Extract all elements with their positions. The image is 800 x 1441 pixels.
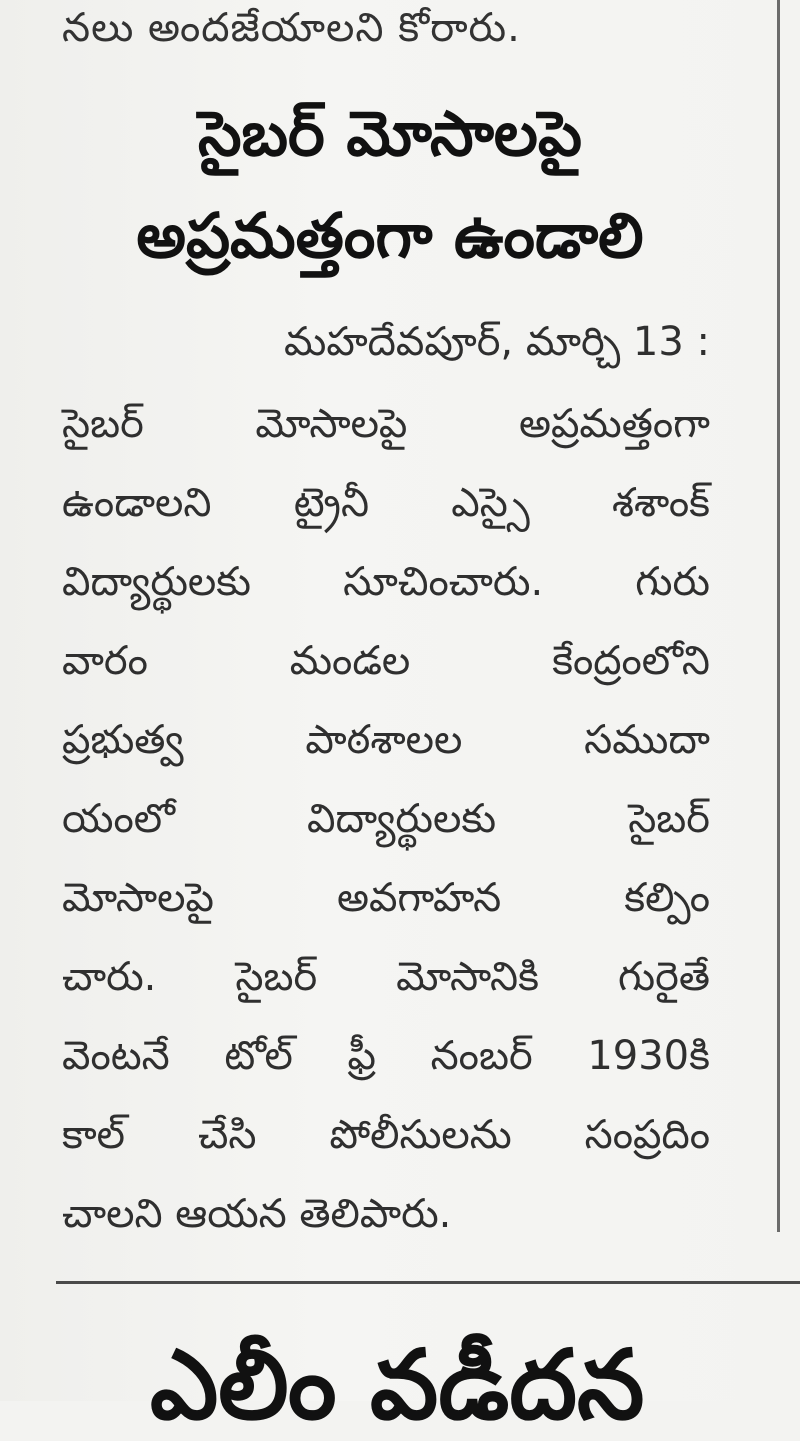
article-separator-rule xyxy=(56,1281,800,1284)
article-body-line: మోసాలపై అవగాహన కల్పిం xyxy=(62,875,710,921)
article-body-line: ప్రభుత్వ పాఠశాలల సముదా xyxy=(62,717,710,763)
article-body-line: చాలని ఆయన తెలిపారు. xyxy=(62,1191,452,1237)
article-dateline: మహదేవపూర్, మార్చి 13 : xyxy=(284,319,710,365)
article-body-line: విద్యార్థులకు సూచించారు. గురు xyxy=(62,559,710,605)
article-body-line: కాల్ చేసి పోలీసులను సంప్రదిం xyxy=(62,1112,710,1158)
article-headline-line-1: సైబర్ మోసాలపై xyxy=(198,97,582,170)
article-body-line: సైబర్ మోసాలపై అప్రమత్తంగా xyxy=(62,401,710,447)
next-article-headline-fragment: ఎలీం వడీదన xyxy=(150,1329,645,1441)
article-headline-line-2: అప్రమత్తంగా ఉండాలి xyxy=(136,199,644,272)
article-body-line: యంలో విద్యార్థులకు సైబర్ xyxy=(62,796,710,842)
column-divider xyxy=(777,0,780,1232)
article-body-line: వెంటనే టోల్ ఫ్రీ నంబర్ 1930కి xyxy=(62,1033,710,1079)
previous-article-tail: నలు అందజేయాలని కోరారు. xyxy=(62,5,521,51)
article-body-line: వారం మండల కేంద్రంలోని xyxy=(62,638,710,684)
article-body-line: ఉండాలని ట్రైనీ ఎస్సై శశాంక్ xyxy=(62,480,710,526)
article-body-line: చారు. సైబర్ మోసానికి గురైతే xyxy=(62,954,710,1000)
